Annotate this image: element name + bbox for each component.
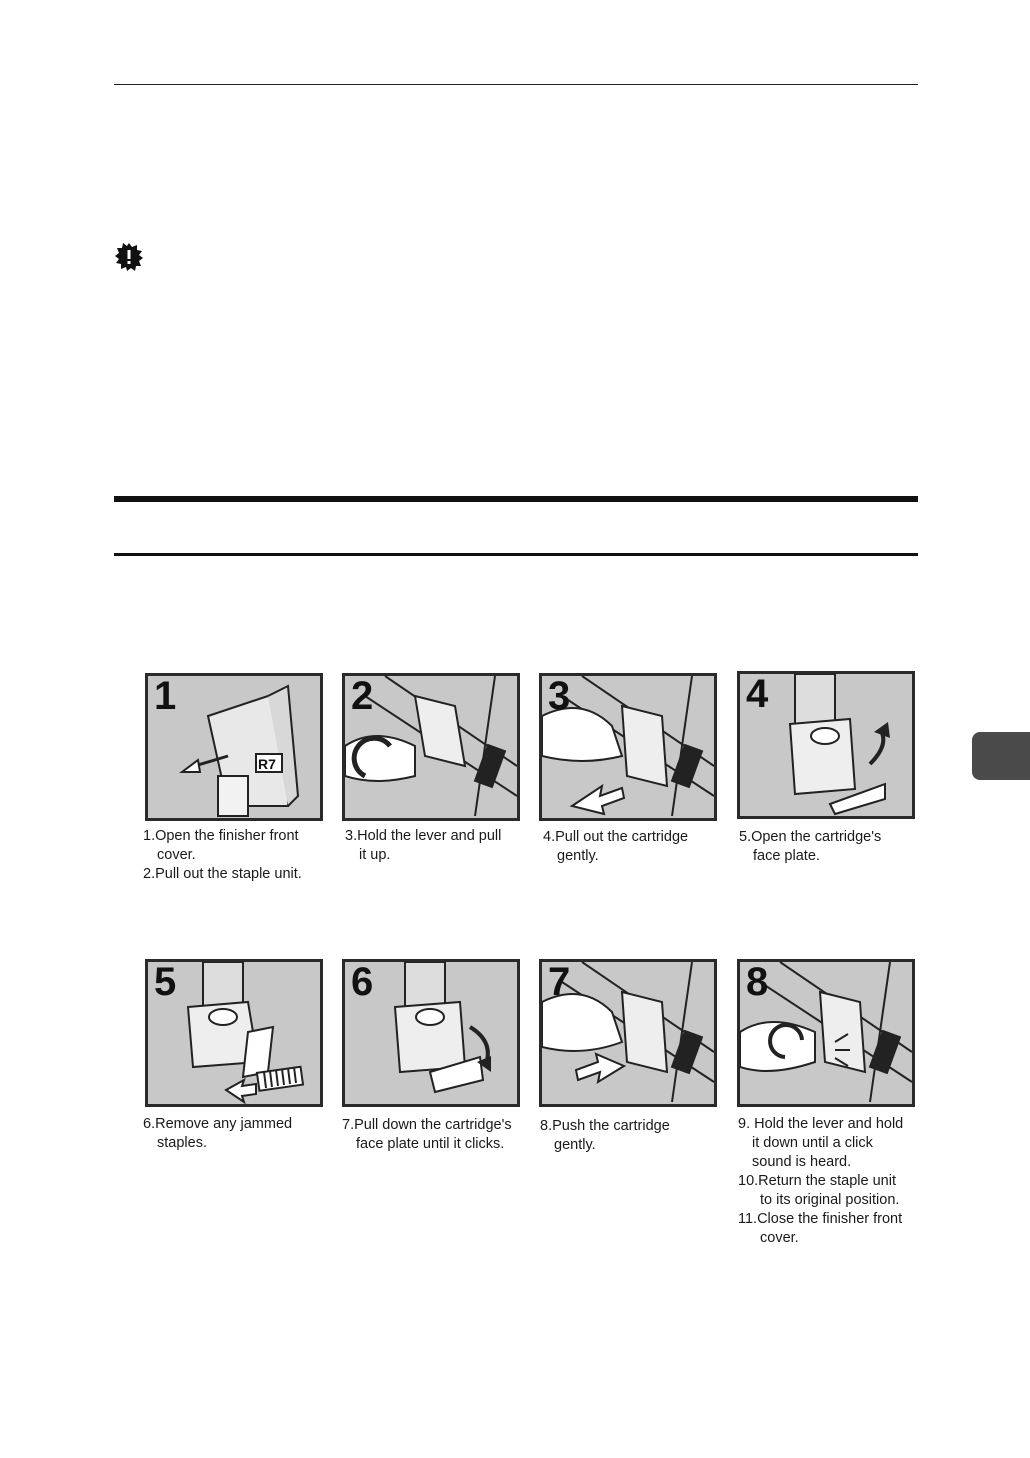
illustration-panel-1 <box>145 673 323 821</box>
header-rule <box>114 84 918 85</box>
caption-step-7: 7.Pull down the cartridge's face plate until it clicks. <box>342 1117 512 1152</box>
step-number: 5 <box>154 960 177 1004</box>
caption-step-6: 6.Remove any jammed staples. <box>143 1116 293 1151</box>
step-number: 6 <box>351 960 374 1004</box>
step-number: 8 <box>746 960 769 1004</box>
chapter-tab <box>972 732 1030 780</box>
caption-step-5: 5.Open the cartridge's face plate. <box>739 829 882 864</box>
step-number: 1 <box>154 674 177 718</box>
panel-1-label: R7 <box>258 756 276 772</box>
important-icon <box>114 242 144 272</box>
illustration-panel-5 <box>145 959 323 1107</box>
step-number: 4 <box>746 672 769 716</box>
step-number: 7 <box>548 960 571 1004</box>
caption-step-3: 3.Hold the lever and pull it up. <box>345 828 502 863</box>
step-number: 2 <box>351 674 374 718</box>
caption-step-4: 4.Pull out the cartridge gently. <box>543 829 689 864</box>
illustration-panel-7 <box>539 959 717 1107</box>
section-rule-thin <box>114 553 918 556</box>
illustration-panel-2 <box>342 673 520 821</box>
caption-steps-1-2: 1.Open the finisher front cover. 2.Pull out the staple unit. <box>143 828 302 882</box>
illustration-panel-6 <box>342 959 520 1107</box>
illustration-panel-4 <box>737 671 915 819</box>
caption-steps-9-11: 9. Hold the lever and hold it down until a click sound is heard. 10.Return the staple unit to its original position. 11.Close the finisher front cover. <box>738 1116 904 1246</box>
caption-step-8: 8.Push the cartridge gently. <box>540 1118 670 1153</box>
illustration-panel-8 <box>737 959 915 1107</box>
step-number: 3 <box>548 674 571 718</box>
section-rule-thick <box>114 496 918 502</box>
illustration-panel-3 <box>539 673 717 821</box>
